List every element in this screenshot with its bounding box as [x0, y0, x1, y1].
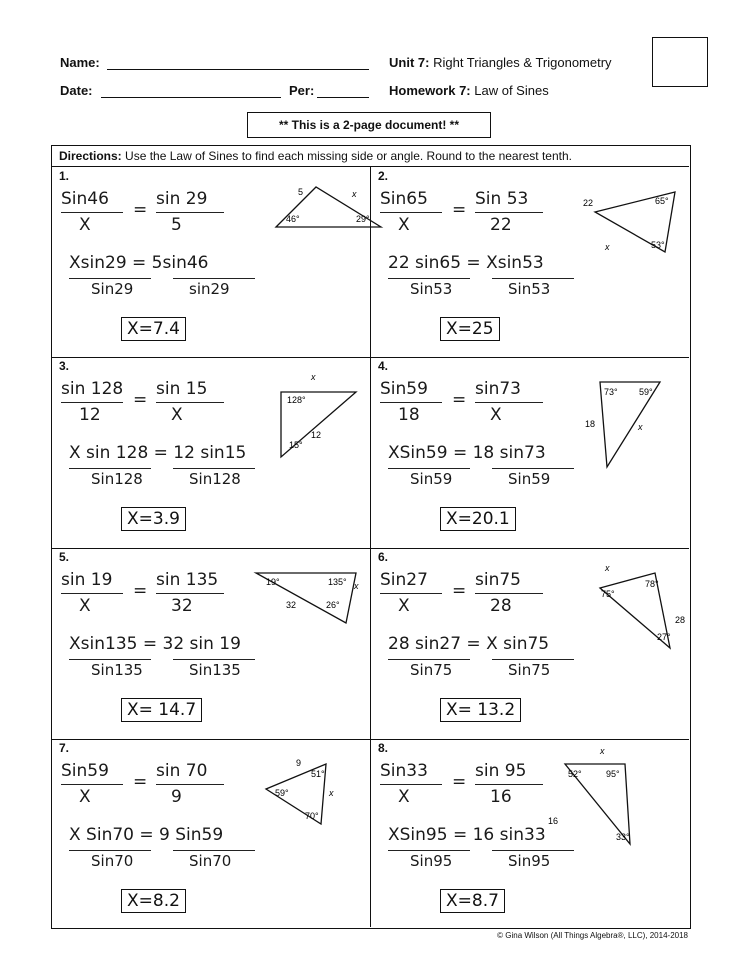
divide-step-right: Sin95: [508, 852, 551, 870]
problem-number: 1.: [59, 169, 70, 183]
answer-box: X=8.2: [121, 889, 186, 913]
problem-cell: [51, 548, 370, 738]
fraction-2-numerator: sin75: [475, 570, 521, 590]
triangle-label-ang2: 70°: [305, 811, 319, 821]
triangle-label-side_b: 28: [675, 615, 686, 625]
triangle-label-ang1: 46°: [286, 214, 300, 224]
fraction-1-numerator: sin 19: [61, 570, 113, 590]
fraction-2-numerator: sin 95: [475, 761, 527, 781]
name-label: Name:: [60, 55, 100, 70]
triangle-label-side_b: x: [605, 242, 610, 252]
triangle-label-side_a: 5: [298, 187, 304, 197]
fraction-bar: [380, 593, 442, 594]
triangle-label-side_b: 16: [548, 816, 559, 826]
cross-multiply-step: 28 sin27 = X sin75: [388, 634, 550, 654]
divide-step-left: Sin95: [410, 852, 453, 870]
equals-sign: =: [133, 390, 148, 410]
triangle-label-side_a: 22: [583, 198, 594, 208]
fraction-1-denominator: X: [79, 215, 91, 235]
triangle-label-ang2: 15°: [289, 440, 303, 450]
fraction-2-numerator: sin 15: [156, 379, 208, 399]
fraction-bar: [156, 593, 224, 594]
fraction-1-numerator: Sin59: [61, 761, 109, 781]
problem-number: 4.: [378, 359, 389, 373]
fraction-1-denominator: X: [79, 596, 91, 616]
fraction-bar: [156, 212, 224, 213]
triangle-diagram: [271, 372, 361, 457]
fraction-1-numerator: Sin46: [61, 189, 109, 209]
divide-step-left: Sin53: [410, 280, 453, 298]
fraction-bar: [475, 593, 543, 594]
fraction-bar: [380, 402, 442, 403]
triangle-label-ang3: 95°: [606, 769, 620, 779]
triangle-label-ang2: 75°: [601, 589, 615, 599]
fraction-bar: [173, 468, 255, 469]
fraction-bar: [492, 468, 574, 469]
answer-box: X=20.1: [440, 507, 516, 531]
triangle-label-ang2: 26°: [326, 600, 340, 610]
problem-number: 8.: [378, 741, 389, 755]
triangle-label-side_a: 18: [585, 419, 596, 429]
fraction-bar: [69, 850, 151, 851]
triangle-diagram: [585, 182, 685, 272]
fraction-2-denominator: X: [171, 405, 183, 425]
triangle-label-side_a: x: [600, 746, 605, 756]
triangle-label-ang1: 73°: [604, 387, 618, 397]
triangle-label-side_a: x: [311, 372, 316, 382]
fraction-1-denominator: 18: [398, 405, 420, 425]
equals-sign: =: [452, 772, 467, 792]
fraction-1-denominator: X: [398, 787, 410, 807]
triangle-label-ang1: 65°: [655, 196, 669, 206]
fraction-bar: [388, 850, 470, 851]
fraction-2-denominator: 28: [490, 596, 512, 616]
fraction-bar: [475, 784, 543, 785]
triangle-label-ang3: 135°: [328, 577, 347, 587]
triangle-label-ang1: 52°: [568, 769, 582, 779]
date-field[interactable]: [101, 97, 281, 98]
fraction-bar: [61, 784, 123, 785]
fraction-bar: [69, 659, 151, 660]
answer-box: X=8.7: [440, 889, 505, 913]
cross-multiply-step: 22 sin65 = Xsin53: [388, 253, 544, 273]
fraction-bar: [492, 278, 574, 279]
fraction-bar: [69, 278, 151, 279]
fraction-bar: [173, 278, 255, 279]
per-label: Per:: [289, 83, 315, 98]
fraction-bar: [380, 212, 442, 213]
answer-box: X=25: [440, 317, 500, 341]
triangle-label-side_b: x: [352, 189, 357, 199]
triangle-label-ang2: 33°: [616, 832, 630, 842]
directions-label: Directions:: [59, 149, 122, 163]
triangle-label-side_b: x: [638, 422, 643, 432]
problem-number: 2.: [378, 169, 389, 183]
equals-sign: =: [133, 200, 148, 220]
problem-cell: [370, 167, 689, 357]
problem-cell: [370, 739, 689, 927]
fraction-2-denominator: 22: [490, 215, 512, 235]
fraction-2-denominator: 9: [171, 787, 182, 807]
divide-step-right: Sin70: [189, 852, 232, 870]
fraction-bar: [380, 784, 442, 785]
triangle-diagram: [548, 746, 640, 844]
divide-step-right: Sin59: [508, 470, 551, 488]
fraction-1-denominator: X: [398, 215, 410, 235]
triangle-label-side_a: 9: [296, 758, 302, 768]
fraction-bar: [61, 593, 123, 594]
name-field[interactable]: [107, 69, 369, 70]
divide-step-left: Sin70: [91, 852, 134, 870]
triangle-label-side_a: 32: [286, 600, 297, 610]
problem-number: 6.: [378, 550, 389, 564]
triangle-label-ang2: 59°: [639, 387, 653, 397]
triangle-label-ang1: 19°: [266, 577, 280, 587]
homework-name: Law of Sines: [474, 83, 549, 98]
directions-text: Use the Law of Sines to find each missing side or angle. Round to the nearest tenth.: [125, 149, 572, 163]
equals-sign: =: [452, 581, 467, 601]
divide-step-right: Sin75: [508, 661, 551, 679]
equals-sign: =: [452, 200, 467, 220]
fraction-bar: [475, 212, 543, 213]
answer-box: X=7.4: [121, 317, 186, 341]
fraction-1-denominator: X: [398, 596, 410, 616]
fraction-bar: [173, 659, 255, 660]
period-field[interactable]: [317, 97, 369, 98]
equals-sign: =: [452, 390, 467, 410]
triangle-label-ang1: 78°: [645, 579, 659, 589]
fraction-bar: [388, 278, 470, 279]
triangle-diagram: [595, 563, 686, 653]
problem-cell: [370, 548, 689, 738]
homework-title: [389, 83, 549, 98]
problem-number: 5.: [59, 550, 70, 564]
fraction-bar: [173, 850, 255, 851]
fraction-bar: [388, 468, 470, 469]
fraction-bar: [69, 468, 151, 469]
fraction-1-numerator: sin 128: [61, 379, 124, 399]
fraction-bar: [61, 212, 123, 213]
fraction-2-numerator: sin 29: [156, 189, 208, 209]
score-box[interactable]: [652, 37, 708, 87]
triangle-label-ang1: 51°: [311, 769, 325, 779]
divide-step-left: Sin135: [91, 661, 143, 679]
triangle-label-side_b: x: [329, 788, 334, 798]
problem-number: 3.: [59, 359, 70, 373]
divide-step-right: Sin128: [189, 470, 241, 488]
answer-box: X=3.9: [121, 507, 186, 531]
two-page-notice: ** This is a 2-page document! **: [247, 112, 491, 138]
fraction-2-numerator: sin 135: [156, 570, 219, 590]
cross-multiply-step: Xsin135 = 32 sin 19: [69, 634, 241, 654]
unit-title: [389, 55, 612, 70]
directions: [51, 145, 689, 167]
fraction-bar: [156, 402, 224, 403]
cross-multiply-step: X sin 128 = 12 sin15: [69, 443, 247, 463]
problem-number: 7.: [59, 741, 70, 755]
divide-step-right: Sin135: [189, 661, 241, 679]
fraction-2-denominator: 32: [171, 596, 193, 616]
triangle-diagram: [261, 754, 341, 829]
equals-sign: =: [133, 772, 148, 792]
divide-step-right: sin29: [189, 280, 230, 298]
fraction-bar: [388, 659, 470, 660]
problem-cell: [370, 357, 689, 547]
fraction-1-numerator: Sin65: [380, 189, 428, 209]
homework-number: Homework 7:: [389, 83, 471, 98]
fraction-bar: [61, 402, 123, 403]
fraction-1-denominator: X: [79, 787, 91, 807]
divide-step-left: Sin128: [91, 470, 143, 488]
fraction-2-numerator: Sin 53: [475, 189, 529, 209]
answer-box: X= 14.7: [121, 698, 202, 722]
divide-step-left: Sin29: [91, 280, 134, 298]
answer-box: X= 13.2: [440, 698, 521, 722]
cross-multiply-step: Xsin29 = 5sin46: [69, 253, 209, 273]
equals-sign: =: [133, 581, 148, 601]
divide-step-right: Sin53: [508, 280, 551, 298]
date-label: Date:: [60, 83, 93, 98]
fraction-bar: [475, 402, 543, 403]
triangle-label-ang2: 29°: [356, 214, 370, 224]
fraction-1-denominator: 12: [79, 405, 101, 425]
triangle-label-side_b: x: [354, 581, 359, 591]
triangle-diagram: [256, 563, 366, 623]
triangle-label-ang3: 27°: [657, 632, 671, 642]
copyright: © Gina Wilson (All Things Algebra®, LLC), 2014-2018: [497, 931, 688, 940]
divide-step-left: Sin59: [410, 470, 453, 488]
problem-cell: [51, 357, 370, 547]
unit-number: Unit 7:: [389, 55, 430, 70]
cross-multiply-step: XSin59 = 18 sin73: [388, 443, 546, 463]
divide-step-left: Sin75: [410, 661, 453, 679]
fraction-2-numerator: sin 70: [156, 761, 208, 781]
fraction-2-denominator: 5: [171, 215, 182, 235]
problem-cell: [51, 167, 370, 357]
triangle-diagram: [585, 372, 665, 472]
unit-name: Right Triangles & Trigonometry: [433, 55, 612, 70]
triangle-label-side_a: x: [605, 563, 610, 573]
triangle-label-side_b: 12: [311, 430, 322, 440]
fraction-2-denominator: 16: [490, 787, 512, 807]
fraction-1-numerator: Sin59: [380, 379, 428, 399]
cross-multiply-step: XSin95 = 16 sin33: [388, 825, 546, 845]
cross-multiply-step: X Sin70 = 9 Sin59: [69, 825, 224, 845]
triangle-label-ang2: 53°: [651, 240, 665, 250]
problem-cell: [51, 739, 370, 927]
fraction-2-denominator: X: [490, 405, 502, 425]
fraction-1-numerator: Sin27: [380, 570, 428, 590]
triangle-label-ang1: 128°: [287, 395, 306, 405]
triangle-label-ang3: 59°: [275, 788, 289, 798]
fraction-2-numerator: sin73: [475, 379, 521, 399]
fraction-1-numerator: Sin33: [380, 761, 428, 781]
fraction-bar: [156, 784, 224, 785]
fraction-bar: [492, 850, 574, 851]
fraction-bar: [492, 659, 574, 660]
